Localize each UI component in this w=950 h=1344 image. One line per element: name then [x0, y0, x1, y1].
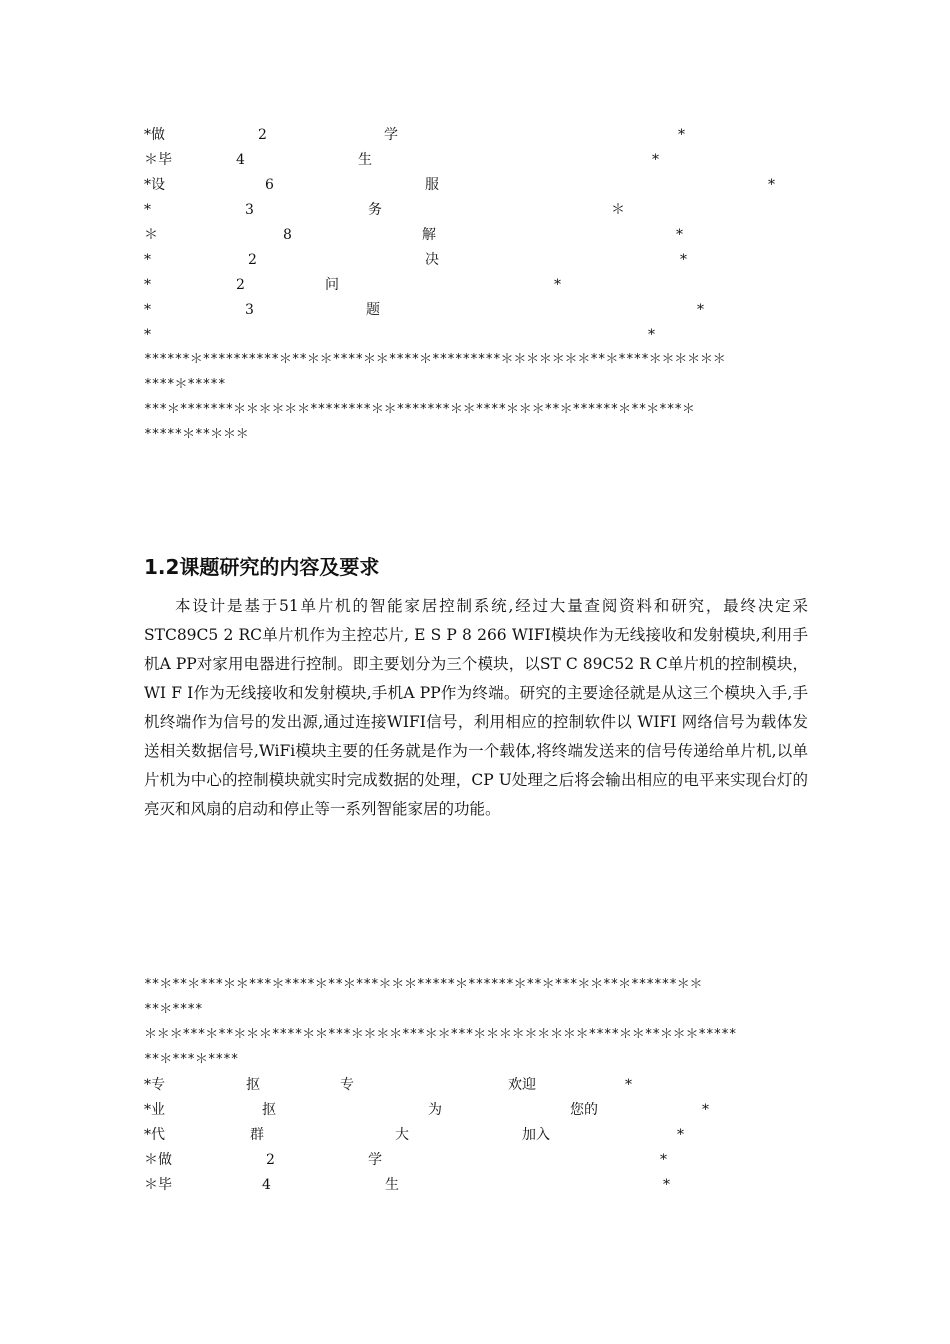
- grid-row: [0, 274, 950, 296]
- grid-cell: ＊: [144, 227, 158, 243]
- grid-cell: *: [697, 302, 704, 318]
- grid-cell: 加入: [522, 1127, 550, 1143]
- grid-cell: 3: [245, 202, 254, 218]
- grid-cell: *: [144, 252, 151, 268]
- grid-cell: 2: [258, 127, 267, 143]
- grid-cell: 欢迎: [508, 1077, 536, 1093]
- grid-row: [0, 324, 950, 346]
- grid-cell: 务: [368, 202, 382, 218]
- grid-cell: *做: [144, 127, 165, 143]
- grid-cell: 为: [428, 1102, 442, 1118]
- grid-cell: *: [660, 1152, 667, 1168]
- grid-cell: 问: [325, 277, 339, 293]
- grid-cell: ＊做: [144, 1152, 172, 1168]
- grid-cell: *: [768, 177, 775, 193]
- grid-cell: ＊: [611, 202, 625, 218]
- grid-cell: *: [680, 252, 687, 268]
- asterisk-filler-line: *****＊**＊＊＊: [144, 427, 249, 442]
- grid-cell: *代: [144, 1127, 165, 1143]
- grid-row: [0, 174, 950, 196]
- grid-cell: 题: [366, 302, 380, 318]
- grid-cell: *: [144, 302, 151, 318]
- grid-cell: *专: [144, 1077, 165, 1093]
- grid-cell: 学: [368, 1152, 382, 1168]
- grid-cell: *: [144, 202, 151, 218]
- grid-cell: *: [678, 127, 685, 143]
- asterisk-filler-line: ***＊*******＊＊＊＊＊＊********＊＊*******＊＊****＊＊＊**＊******＊**＊***＊: [144, 402, 695, 417]
- asterisk-filler-line: ******＊**********＊**＊＊****＊＊****＊*********＊＊＊＊＊＊＊**＊****＊＊＊＊＊＊: [144, 352, 726, 367]
- grid-cell: 6: [265, 177, 274, 193]
- grid-cell: *: [677, 1127, 684, 1143]
- asterisk-filler-line: **＊****: [144, 1002, 203, 1017]
- grid-cell: *设: [144, 177, 165, 193]
- grid-row: [0, 1124, 950, 1146]
- grid-cell: 专: [340, 1077, 354, 1093]
- grid-cell: 4: [262, 1177, 271, 1193]
- grid-row: [0, 1174, 950, 1196]
- grid-cell: *: [652, 152, 659, 168]
- grid-cell: 2: [266, 1152, 275, 1168]
- grid-cell: 解: [422, 227, 436, 243]
- grid-row: [0, 1149, 950, 1171]
- grid-cell: 抠: [246, 1077, 260, 1093]
- grid-cell: *: [676, 227, 683, 243]
- grid-cell: 3: [245, 302, 254, 318]
- grid-cell: 您的: [570, 1102, 598, 1118]
- grid-row: [0, 1074, 950, 1096]
- grid-row: [0, 224, 950, 246]
- grid-cell: *: [648, 327, 655, 343]
- grid-cell: 生: [385, 1177, 399, 1193]
- grid-cell: 2: [236, 277, 245, 293]
- grid-cell: 学: [384, 127, 398, 143]
- grid-cell: 8: [283, 227, 292, 243]
- grid-row: [0, 149, 950, 171]
- grid-cell: 生: [358, 152, 372, 168]
- grid-row: [0, 124, 950, 146]
- grid-cell: 服: [425, 177, 439, 193]
- section-paragraph: 本设计是基于51单片机的智能家居控制系统,经过大量查阅资料和研究，最终决定采STC89C5 2 RC单片机作为主控芯片, E S P 8 266 WIFI模块作为无线接收和发射模块,利用手机A PP对家用电器进行控制。即主要划分为三个模块，以ST C 89C52 R C单片机的控制模块，WI F I作为无线接收和发射模块,手机A PP作为终端。研究的主要途径就是从这三个模块入手,手机终端作为信号的发出源,通过连接WIFI信号，利用相应的控制软件以 WIFI 网络信号为载体发送相关数据信号,WiFi模块主要的任务就是作为一个载体,将终端发送来的信号传递给单片机,以单片机为中心的控制模块就实时完成数据的处理，CP U处理之后将会输出相应的电平来实现台灯的亮灭和风扇的启动和停止等一系列智能家居的功能。: [144, 597, 808, 818]
- grid-cell: *业: [144, 1102, 165, 1118]
- grid-cell: *: [663, 1177, 670, 1193]
- grid-cell: 抠: [262, 1102, 276, 1118]
- asterisk-filler-line: **＊***＊****: [144, 1052, 239, 1067]
- grid-cell: ＊毕: [144, 152, 172, 168]
- grid-cell: *: [702, 1102, 709, 1118]
- grid-cell: 大: [395, 1127, 409, 1143]
- grid-cell: *: [625, 1077, 632, 1093]
- grid-row: [0, 199, 950, 221]
- asterisk-filler-line: **＊**＊***＊＊***＊****＊**＊***＊＊＊*****＊******＊**＊***＊＊**＊******＊＊: [144, 977, 703, 992]
- grid-cell: 决: [425, 252, 439, 268]
- grid-cell: ＊毕: [144, 1177, 172, 1193]
- grid-cell: *: [144, 277, 151, 293]
- grid-row: [0, 249, 950, 271]
- section-heading: 1.2课题研究的内容及要求: [144, 555, 380, 579]
- grid-cell: 群: [250, 1127, 264, 1143]
- asterisk-filler-line: ****＊*****: [144, 377, 226, 392]
- grid-row: [0, 299, 950, 321]
- grid-cell: *: [554, 277, 561, 293]
- asterisk-filler-line: ＊＊＊***＊**＊＊＊****＊＊***＊＊＊＊***＊＊***＊＊＊＊＊＊＊＊＊****＊＊**＊＊＊*****: [144, 1027, 737, 1042]
- grid-row: [0, 1099, 950, 1121]
- grid-cell: 4: [236, 152, 245, 168]
- grid-cell: *: [144, 327, 151, 343]
- grid-cell: 2: [248, 252, 257, 268]
